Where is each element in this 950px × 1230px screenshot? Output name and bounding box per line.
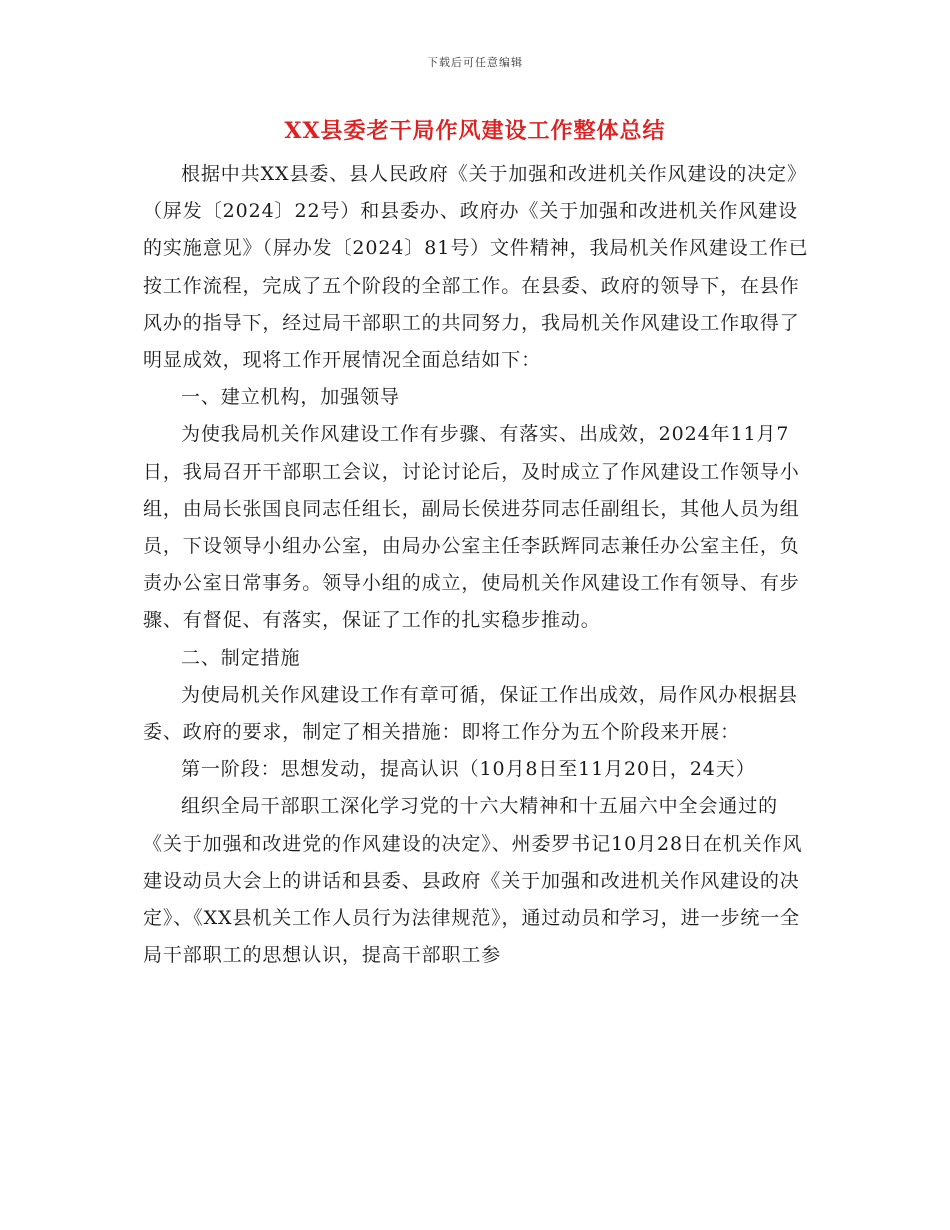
phase-heading-1: 第一阶段：思想发动，提高认识（10月8日至11月20日，24天） [181,758,756,781]
document-title: XX县委老干局作风建设工作整体总结 [284,118,666,144]
paragraph-phase-1: 组织全局干部职工深化学习党的十六大精神和十五届六中全会通过的《关于加强和改进党的作风建设的决定》、州委罗书记10月28日在机关作风建设动员大会上的讲话和县委、县政府《关于加强和改进机关作风建设的决定》、《XX县机关工作人员行为法律规范》，通过动员和学习，进一步统一全局干部职工的思想认识，提高干部职工参 [143,795,803,967]
paragraph-intro: 根据中共XX县委、县人民政府《关于加强和改进机关作风建设的决定》（屏发〔2024〕22号）和县委办、政府办《关于加强和改进机关作风建设的实施意见》（屏办发〔2024〕81号）文件精神，我局机关作风建设工作已按工作流程，完成了五个阶段的全部工作。在县委、政府的领导下，在县作风办的指导下，经过局干部职工的共同努力，我局机关作风建设工作取得了明显成效，现将工作开展情况全面总结如下： [143,163,809,372]
section-heading-2: 二、制定措施 [181,646,301,669]
paragraph-section-2: 为使局机关作风建设工作有章可循，保证工作出成效，局作风办根据县委、政府的要求，制定了相关措施：即将工作分为五个阶段来开展： [143,683,798,744]
document-body [143,156,811,974]
header-note: 下载后可任意编辑 [427,56,523,69]
section-heading-1: 一、建立机构，加强领导 [181,386,400,409]
paragraph-section-1: 为使我局机关作风建设工作有步骤、有落实、出成效，2024年11月7日，我局召开干部职工会议，讨论讨论后，及时成立了作风建设工作领导小组，由局长张国良同志任组长，副局长侯进芬同志任副组长，其他人员为组员，下设领导小组办公室，由局办公室主任李跃辉同志兼任办公室主任，负责办公室日常事务。领导小组的成立，使局机关作风建设工作有领导、有步骤、有督促、有落实，保证了工作的扎实稳步推动。 [143,423,800,632]
